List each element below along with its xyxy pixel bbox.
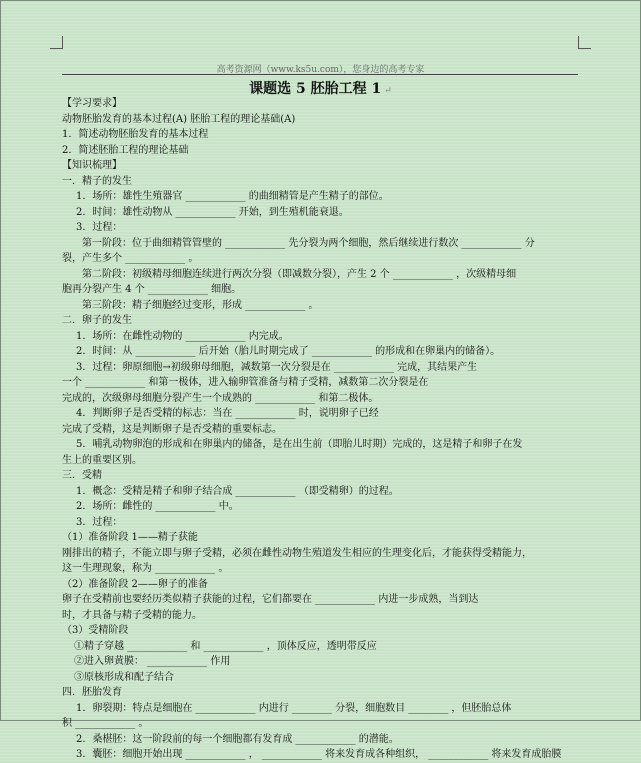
text-line: 2．桑椹胚：这一阶段前的每一个细胞都有发育成 ____________ 的潜能。 xyxy=(76,733,399,745)
text-line: 4．判断卵子是否受精的标志：当在 ____________ 时，说明卵子已经 xyxy=(76,408,379,419)
section-heading: 一．精子的发生 xyxy=(62,175,132,187)
text-line: 2．简述胚胎工程的理论基础 xyxy=(62,144,189,156)
text-line: ②进入卵黄膜： ____________ 作用 xyxy=(74,656,231,667)
text-line: 2．时间：雄性动物从 ____________ 开始，到生殖机能衰退。 xyxy=(76,206,349,218)
text-line: 1．卵裂期：特点是细胞在 ____________ 内进行 ________ 分裂，细胞数目 ________ ，但胚胎总体 xyxy=(76,702,512,714)
text-line: （1）准备阶段 1——精子获能 xyxy=(62,532,198,543)
text-line: 1．概念：受精是精子和卵子结合成 ____________ （即受精卵）的过程。 xyxy=(76,485,399,497)
text-line: 完成了受精，这是判断卵子是否受精的重要标志。 xyxy=(62,423,282,435)
text-line: 胞再分裂产生 4 个 ____________ 细胞。 xyxy=(62,284,242,295)
text-line: ③原核形成和配子结合 xyxy=(74,671,174,683)
text-line: 2．时间：从 ____________ 后开始（胎儿时期完成了 ____________ 的形成和在卵巢内的储备）。 xyxy=(76,346,501,357)
crop-mark-right xyxy=(578,36,591,49)
text-line: 3．过程： xyxy=(76,516,123,528)
text-line: 时，才具备与精子受精的能力。 xyxy=(62,609,202,621)
document-body xyxy=(62,96,582,763)
text-line: 动物胚胎发育的基本过程(A) 胚胎工程的理论基础(A) xyxy=(62,113,296,125)
text-line: 积 ____________ 。 xyxy=(62,718,149,729)
text-line: 3．过程：卵原细胞→初级卵母细胞，减数第一次分裂是在 ____________ 完成，其结果产生 xyxy=(76,361,478,373)
text-line: 完成的，次级卵母细胞分裂产生一个成熟的 ____________ 和第二极体。 xyxy=(62,392,379,404)
text-line: ①精子穿越 ____________ 和 ____________ ，顶体反应，透明带反应 xyxy=(74,640,377,652)
text-line: 生上的重要区别。 xyxy=(62,454,142,466)
text-line: （3）受精阶段 xyxy=(62,625,129,636)
text-line: 2．场所：雌性的 ____________ 中。 xyxy=(76,501,239,512)
text-line: 裂，产生多个 ____________ 。 xyxy=(62,253,199,264)
text-line: 3．过程： xyxy=(76,222,123,233)
text-line: 第三阶段：精子细胞经过变形，形成 ____________ 。 xyxy=(82,299,319,311)
text-line: 第一阶段：位于曲细精管管壁的 ____________ 先分裂为两个细胞，然后继续进行数次 ____________ 分 xyxy=(82,237,535,249)
text-line: 1．简述动物胚胎发育的基本过程 xyxy=(62,129,209,140)
header-rule xyxy=(62,74,578,75)
text-line: 一个 ____________ 和第一极体，进入输卵管准备与精子受精，减数第二次分裂是在 xyxy=(62,377,429,388)
crop-mark-left xyxy=(50,36,63,49)
text-line: 刚排出的精子，不能立即与卵子受精，必须在雌性动物生殖道发生相应的生理变化后，才能获得受精能力， xyxy=(62,547,532,559)
page-header: 高考资源网（www.ks5u.com），您身边的高考专家 xyxy=(216,65,425,75)
text-line: 卵子在受精前也要经历类似精子获能的过程，它们都要在 ____________ 内进一步成熟，当到达 xyxy=(62,594,479,605)
section-heading: 三．受精 xyxy=(62,470,102,481)
text-line: 1．场所：在雌性动物的 ____________ 内完成。 xyxy=(76,330,289,342)
text-line: 5．哺乳动物卵泡的形成和在卵巢内的储备，是在出生前（即胎儿时期）完成的，这是精子和卵子在发 xyxy=(76,439,523,450)
document-title xyxy=(0,78,641,98)
section-heading: 二．卵子的发生 xyxy=(62,315,132,326)
text-line: 这一生理现象，称为 ____________ 。 xyxy=(62,563,229,574)
paragraph-mark-icon: ↵ xyxy=(384,86,392,96)
text-line: 【学习要求】 xyxy=(62,98,122,109)
section-heading: 四．胚胎发育 xyxy=(62,687,122,698)
text-line: （2）准备阶段 2——卵子的准备 xyxy=(62,578,208,590)
text-line: 【知识梳理】 xyxy=(62,160,122,171)
text-line: 3．囊胚：细胞开始出现 ____________ ， ____________ 将来发育成各种组织， ____________ 将来发育成胎膜 xyxy=(76,749,562,760)
title-text: 课题选 5 胚胎工程 1 xyxy=(249,81,382,97)
text-line: 第二阶段：初级精母细胞连续进行两次分裂（即减数分裂），产生 2 个 ____________ ，次级精母细 xyxy=(82,268,517,280)
text-line: 1．场所：雄性生殖器官 ____________ 的曲细精管是产生精子的部位。 xyxy=(76,191,389,202)
